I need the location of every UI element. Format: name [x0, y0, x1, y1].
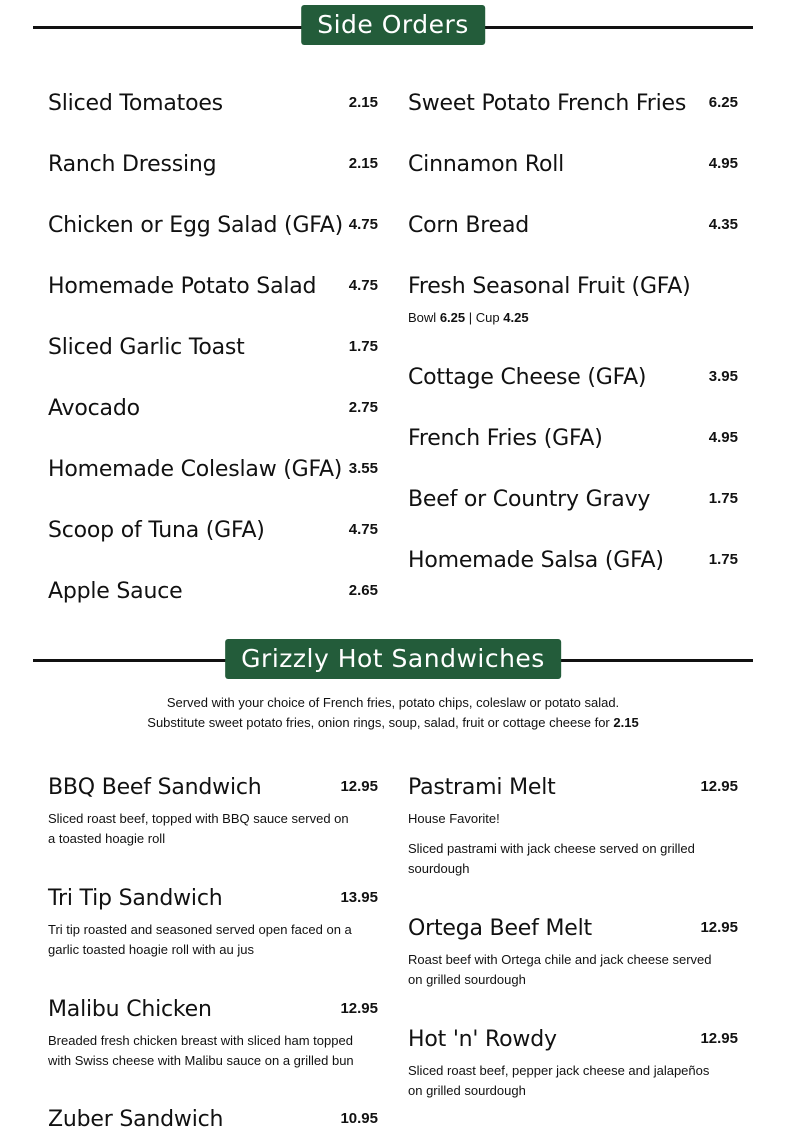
item-name: Homemade Coleslaw (GFA) [48, 457, 343, 482]
item-price: 12.95 [340, 778, 378, 795]
side-orders-title: Side Orders [301, 5, 485, 45]
item-note: House Favorite! [408, 811, 500, 826]
sandwiches-header [33, 639, 753, 679]
item-price: 1.75 [708, 490, 738, 507]
item-name: Corn Bread [408, 213, 530, 238]
item-description: Breaded fresh chicken breast with sliced ham topped with Swiss cheese with Malibu sauce on a grilled bun [48, 1033, 354, 1068]
item-price: 2.15 [348, 94, 378, 111]
item-name: Zuber Sandwich [48, 1107, 224, 1132]
item-name: Cottage Cheese (GFA) [408, 365, 647, 390]
item-price: 2.65 [348, 582, 378, 599]
sandwiches-intro [33, 693, 753, 733]
item-price: 3.95 [708, 368, 738, 385]
item-name: Apple Sauce [48, 579, 183, 604]
item-name: Avocado [48, 396, 140, 421]
item-name: Ortega Beef Melt [408, 916, 592, 941]
item-name: Malibu Chicken [48, 997, 212, 1022]
item-price: 3.55 [348, 460, 378, 477]
intro-line-2 [33, 713, 753, 733]
item-description: Tri tip roasted and seasoned served open faced on a garlic toasted hoagie roll with au jus [48, 922, 352, 957]
side-orders-header [33, 5, 753, 45]
item-price: 10.95 [340, 1110, 378, 1127]
item-name: Fresh Seasonal Fruit (GFA) [408, 274, 691, 299]
item-name: Chicken or Egg Salad (GFA) [48, 213, 343, 238]
item-name: Sliced Garlic Toast [48, 335, 245, 360]
item-name: BBQ Beef Sandwich [48, 775, 262, 800]
item-description: Sliced pastrami with jack cheese served on grilled sourdough [408, 841, 695, 876]
item-name: Tri Tip Sandwich [48, 886, 223, 911]
item-name: Beef or Country Gravy [408, 487, 651, 512]
item-price: 4.35 [708, 216, 738, 233]
cup-label: Cup [475, 310, 500, 325]
item-price: 12.95 [700, 919, 738, 936]
item-price: 12.95 [700, 778, 738, 795]
item-description: Roast beef with Ortega chile and jack cheese served on grilled sourdough [408, 952, 712, 987]
item-price: 6.25 [708, 94, 738, 111]
item-price: 13.95 [340, 889, 378, 906]
item-name: Pastrami Melt [408, 775, 556, 800]
item-name: Sliced Tomatoes [48, 91, 223, 116]
item-price: 4.75 [348, 521, 378, 538]
item-name: Sweet Potato French Fries [408, 91, 687, 116]
item-description: Sliced roast beef, topped with BBQ sauce served on a toasted hoagie roll [48, 811, 349, 846]
item-name: French Fries (GFA) [408, 426, 603, 451]
item-price: 4.75 [348, 216, 378, 233]
size-separator: | [468, 310, 473, 325]
item-name: Homemade Potato Salad [48, 274, 317, 299]
item-price: 1.75 [348, 338, 378, 355]
item-price: 12.95 [340, 1000, 378, 1017]
item-name: Hot 'n' Rowdy [408, 1027, 557, 1052]
bowl-price: 6.25 [439, 310, 466, 325]
intro-line-1: Served with your choice of French fries, potato chips, coleslaw or potato salad. [166, 695, 620, 710]
item-price: 4.75 [348, 277, 378, 294]
intro-substitute-price: 2.15 [613, 715, 639, 730]
cup-price: 4.25 [503, 310, 529, 325]
item-description: Sliced roast beef, pepper jack cheese and jalapeños on grilled sourdough [408, 1063, 710, 1098]
item-price: 4.95 [708, 155, 738, 172]
item-name: Ranch Dressing [48, 152, 217, 177]
fruit-size-prices [408, 308, 529, 328]
item-name: Cinnamon Roll [408, 152, 565, 177]
item-price: 12.95 [700, 1030, 738, 1047]
item-price: 2.15 [348, 155, 378, 172]
intro-line-2-text: Substitute sweet potato fries, onion rings, soup, salad, fruit or cottage cheese for [147, 715, 610, 730]
item-price: 1.75 [708, 551, 738, 568]
sandwiches-title: Grizzly Hot Sandwiches [225, 639, 561, 679]
item-price: 2.75 [348, 399, 378, 416]
item-price: 4.95 [708, 429, 738, 446]
item-name: Homemade Salsa (GFA) [408, 548, 664, 573]
bowl-label: Bowl [408, 310, 437, 325]
item-name: Scoop of Tuna (GFA) [48, 518, 265, 543]
